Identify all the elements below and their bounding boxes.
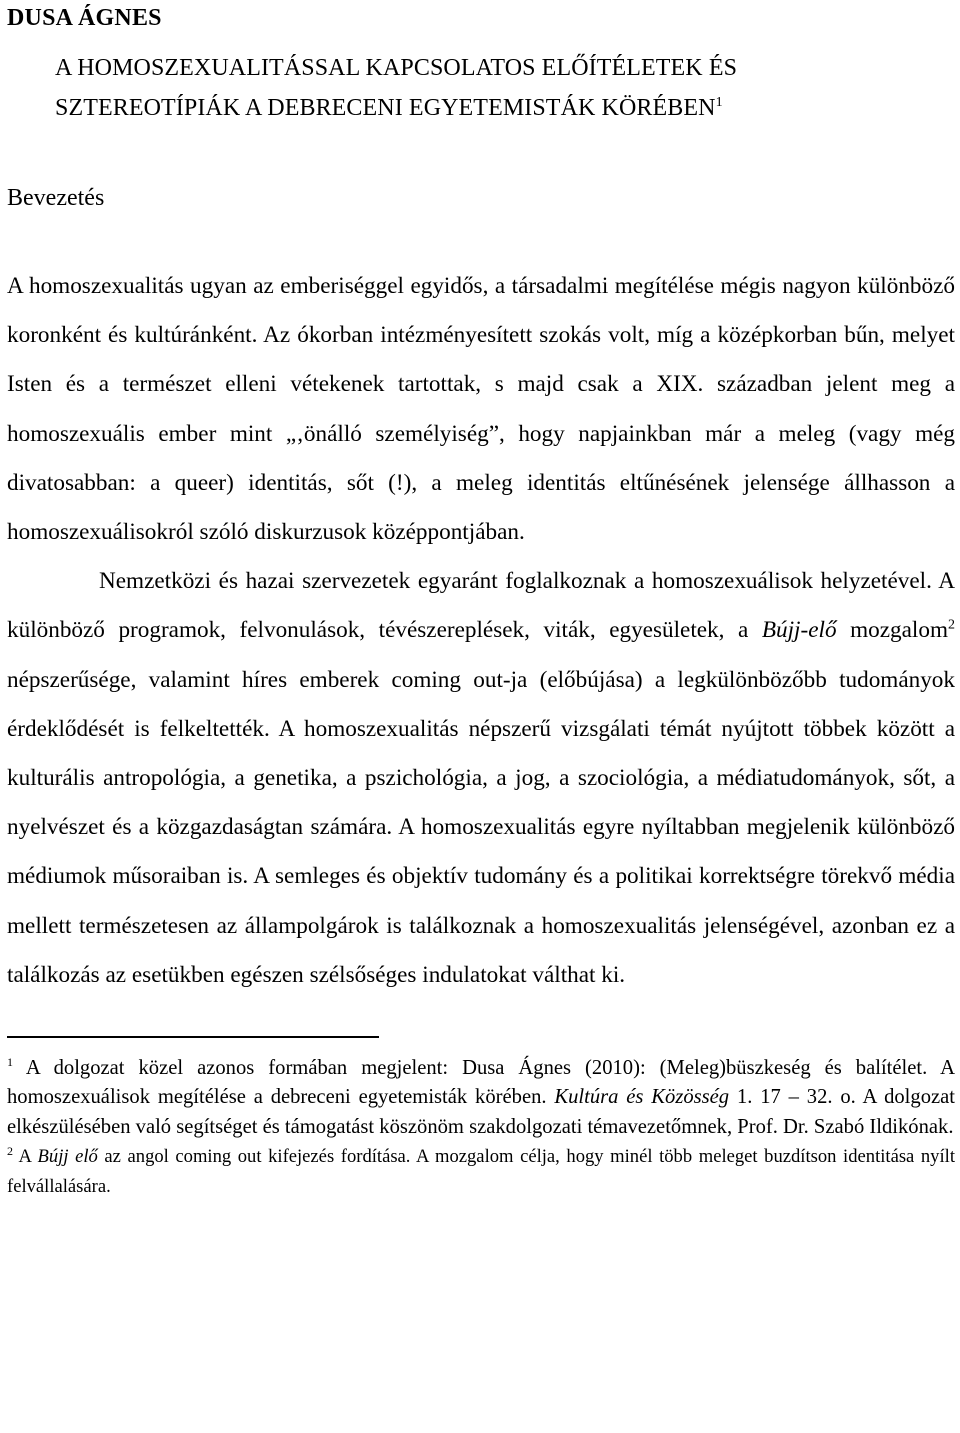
section-heading: Bevezetés [7,185,105,211]
footnote-1-text-a: A dolgozat közel azonos formában megjelent: Dusa Ágnes (2010): (Meleg)büszkeség és balítélet. A homoszexuálisok megítélése a debreceni egyetemisták körében. [7,1056,955,1109]
italic-term: Bújj-elő [761,617,837,644]
footnote-1-mark: 1 [7,1054,13,1069]
paragraph-2-part-3: népszerűsége, valamint híres emberek coming out-ja (előbújása) a legkülönbözőbb tudományok érdeklődését is felkeltették. A homoszexualitás népszerű vizsgálati témát nyújtott többek között a kulturális antropológia, a genetika, a pszichológia, a jog, a szociológia, a médiatudományok, sőt, a nyelvészet és a közgazdaságtan számára. A homoszexualitás egyre nyíltabban megjelenik különböző médiumok műsoraiban is. A semleges és objektív tudomány és a politikai korrektségre törekvő média mellett természetesen az állampolgárok is találkoznak a homoszexualitás jelenségével, azonban ez a találkozás az esetükben egészen szélsőséges indulatokat válthat ki. [7,666,955,988]
document-page [7,0,955,1202]
footnote-mark-2[interactable]: 2 [947,617,955,633]
footnote-2-text-b: az angol coming out kifejezés fordítása. A mozgalom célja, hogy minél több meleget buzdítson identitása nyílt felvállalására. [7,1146,955,1197]
paragraph-2-part-2: mozgalom [836,617,948,644]
footnote-2-term: Bújj elő [37,1146,98,1168]
title-line-2: SZTEREOTÍPIÁK A DEBRECENI EGYETEMISTÁK KÖRÉBEN [55,95,716,121]
footnote-1-journal: Kultúra és Közösség [554,1086,730,1109]
body-text [7,262,955,1000]
footnote-1 [7,1054,955,1143]
footnote-2 [7,1142,955,1201]
footnote-2-mark: 2 [7,1144,13,1159]
footnote-1-text-b: 1. 17 – 32. o. A dolgozat elkészülésében való segítséget és támogatást köszönöm szakdolgozati témavezetőmnek, Prof. Dr. Szabó Ildikónak. [7,1086,956,1138]
title-line-1: A HOMOSZEXUALITÁSSAL KAPCSOLATOS ELŐÍTÉLETEK ÉS [55,55,738,81]
paragraph-2-part-1: Nemzetközi és hazai szervezetek egyaránt foglalkoznak a homoszexuálisok helyzetével. A különböző programok, felvonulások, tévészereplések, viták, egyesületek, a [7,568,955,644]
author-name: DUSA ÁGNES [7,5,162,31]
footnote-separator [7,1036,379,1038]
paper-title [55,48,955,128]
paragraph-2 [7,557,955,1000]
paragraph-1: A homoszexualitás ugyan az emberiséggel egyidős, a társadalmi megítélése mégis nagyon különböző koronként és kultúránként. Az ókorban intézményesített szokás volt, míg a középkorban bűn, melyet Isten és a természet elleni vétekenek tartottak, s majd csak a XIX. században jelent meg a homoszexuális ember mint „‚önálló személyiség”, hogy napjainkban már a meleg (vagy még divatosabban: a queer) identitás, sőt (!), a meleg identitás eltűnésének jelensége állhasson a homoszexuálisokról szóló diskurzusok középpontjában. [7,273,955,546]
footnote-2-text-a: A [13,1146,38,1168]
footnotes [7,1054,955,1202]
title-footnote-mark[interactable]: 1 [715,95,723,110]
